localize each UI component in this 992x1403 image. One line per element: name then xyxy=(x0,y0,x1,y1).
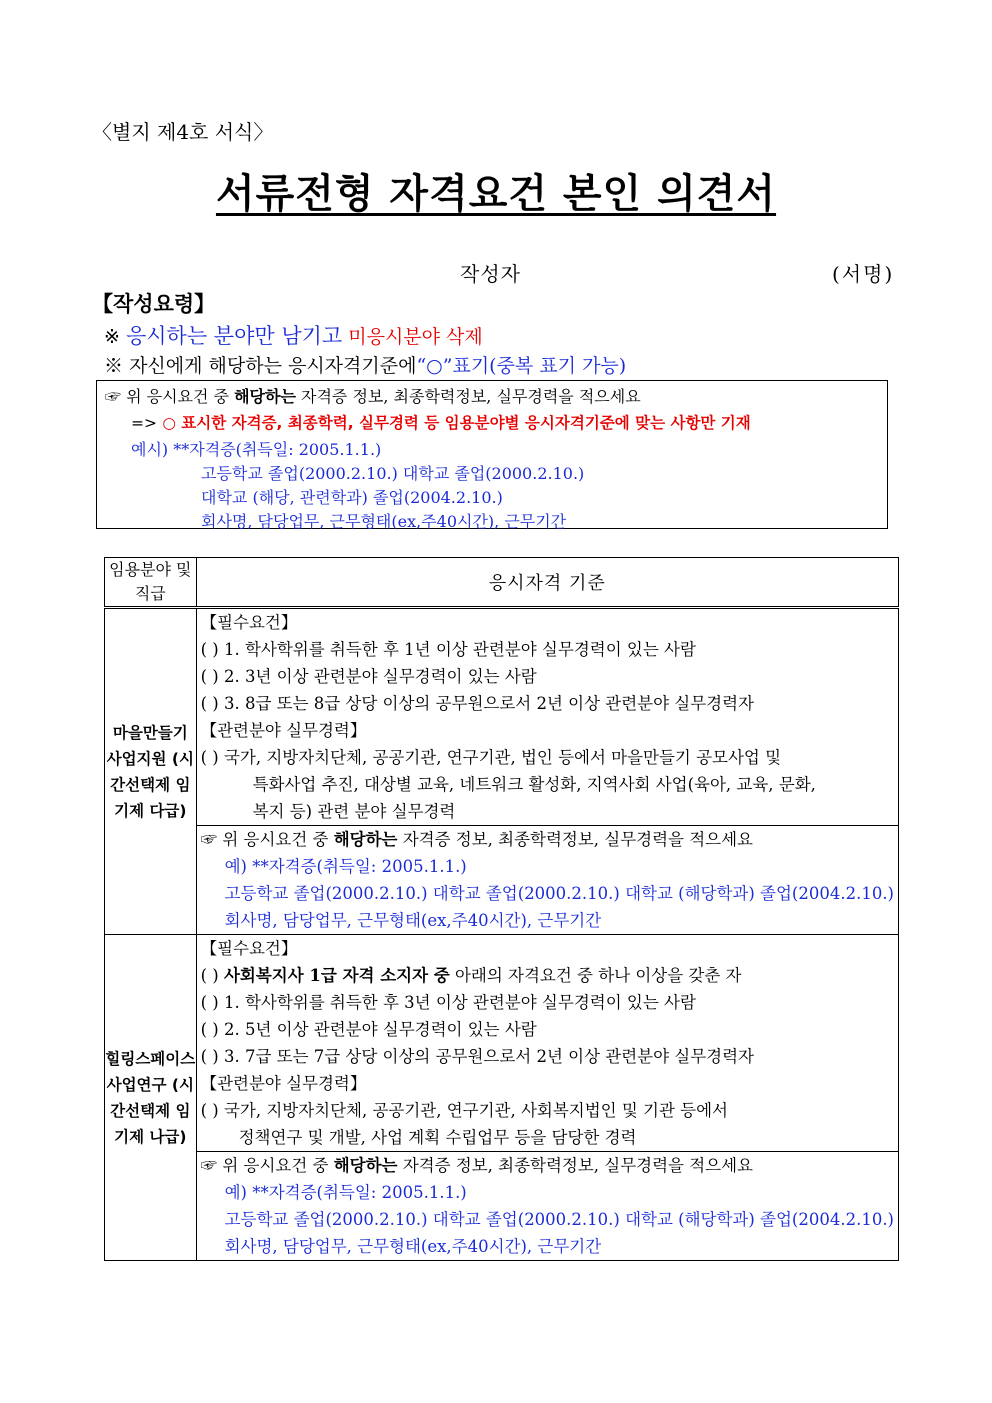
instruction-red: ○ 표시한 자격증, 최종학력, 실무경력 등 임용분야별 응시자격기준에 맞는 사항만 기재 xyxy=(162,414,751,432)
experience-item-cont: 정책연구 및 개발, 사업 계획 수립업무 등을 담당한 경력 xyxy=(238,1128,637,1147)
table-header-row xyxy=(105,558,899,608)
form-number: 〈별지 제4호 서식〉 xyxy=(92,120,274,144)
requirement-item: ( ) 1. 학사학위를 취득한 후 1년 이상 관련분야 실무경력이 있는 사람 xyxy=(200,640,696,659)
header-field: 임용분야 및 직급 xyxy=(105,558,197,608)
instruction-line-1 xyxy=(105,384,641,407)
instruction-bold: 해당하는 xyxy=(234,387,296,406)
example-education: 고등학교 졸업(2000.2.10.) 대학교 졸업(2000.2.10.) xyxy=(201,464,585,483)
requirement-item: ( ) 1. 학사학위를 취득한 후 3년 이상 관련분야 실무경력이 있는 사람 xyxy=(200,993,696,1012)
experience-item-cont: 특화사업 추진, 대상별 교육, 네트워크 활성화, 지역사회 사업(육아, 교육, 문화, xyxy=(252,775,816,794)
criteria-cell xyxy=(196,608,898,826)
example-line: 예시) **자격증(취득일: 2005.1.1.) xyxy=(131,440,382,459)
note-work: 회사명, 담당업무, 근무형태(ex,주40시간), 근무기간 xyxy=(224,911,602,930)
requirement-item xyxy=(201,962,894,989)
required-heading: 【필수요건】 xyxy=(200,613,298,632)
note-work: 회사명, 담당업무, 근무형태(ex,주40시간), 근무기간 xyxy=(224,1237,602,1256)
note-cell xyxy=(196,1152,898,1261)
requirement-check: ( ) xyxy=(200,966,219,985)
example-work: 회사명, 담당업무, 근무형태(ex,주40시간), 근무기간 xyxy=(201,512,567,531)
instruction-line-2 xyxy=(131,411,751,433)
note-cell xyxy=(196,826,898,935)
note-education: 고등학교 졸업(2000.2.10.) 대학교 졸업(2000.2.10.) 대학교 (해당학과) 졸업(2004.2.10.) xyxy=(224,884,894,903)
instruction-text: 자격증 정보, 최종학력정보, 실무경력을 적으세요 xyxy=(301,387,641,406)
criteria-table xyxy=(104,557,899,1261)
table-row xyxy=(105,608,899,826)
note-text: 자격증 정보, 최종학력정보, 실무경력을 적으세요 xyxy=(402,1156,753,1175)
guide-instruction-red: 미응시분야 삭제 xyxy=(348,326,483,348)
note-example: 예) **자격증(취득일: 2005.1.1.) xyxy=(224,1183,467,1202)
note-example: 예) **자격증(취득일: 2005.1.1.) xyxy=(224,857,467,876)
requirement-item: ( ) 3. 8급 또는 8급 상당 이상의 공무원으로서 2년 이상 관련분야 실무경력자 xyxy=(200,694,754,713)
requirement-item: ( ) 2. 3년 이상 관련분야 실무경력이 있는 사람 xyxy=(200,667,537,686)
required-heading: 【필수요건】 xyxy=(200,939,298,958)
signature-label: (서명) xyxy=(832,262,895,286)
guide-instruction-blue: 응시하는 분야만 남기고 xyxy=(125,324,343,348)
experience-item: ( ) 국가, 지방자치단체, 공공기관, 연구기관, 법인 등에서 마을만들기 공모사업 및 xyxy=(200,748,782,767)
guide-line-2 xyxy=(104,351,626,378)
requirement-text: 아래의 자격요건 중 하나 이상을 갖춘 자 xyxy=(454,966,742,985)
field-name: 힐링스페이스 사업연구 (시간선택제 임기제 나급) xyxy=(105,935,197,1261)
note-bold: 해당하는 xyxy=(333,1156,398,1175)
page-title: 서류전형 자격요건 본인 의견서 xyxy=(215,171,777,217)
table-row xyxy=(105,935,899,1152)
guide-instruction-mark: “○”표기(중복 표기 가능) xyxy=(416,355,627,377)
guide-heading: 【작성요령】 xyxy=(92,292,216,316)
requirement-bold: 사회복지사 1급 자격 소지자 중 xyxy=(223,966,450,985)
note-bold: 해당하는 xyxy=(333,830,398,849)
table-row xyxy=(105,826,899,935)
field-name: 마을만들기 사업지원 (시간선택제 임기제 다급) xyxy=(105,608,197,935)
note-line xyxy=(201,1152,894,1179)
experience-heading: 【관련분야 실무경력】 xyxy=(200,1074,367,1093)
note-text: 자격증 정보, 최종학력정보, 실무경력을 적으세요 xyxy=(402,830,753,849)
requirement-item: ( ) 2. 5년 이상 관련분야 실무경력이 있는 사람 xyxy=(200,1020,537,1039)
experience-heading: 【관련분야 실무경력】 xyxy=(200,721,367,740)
arrow-mark: => xyxy=(131,414,157,432)
writer-label: 작성자 xyxy=(460,262,521,286)
note-text: ☞ 위 응시요건 중 xyxy=(200,830,329,849)
header-criteria: 응시자격 기준 xyxy=(196,558,898,608)
note-education: 고등학교 졸업(2000.2.10.) 대학교 졸업(2000.2.10.) 대학교 (해당학과) 졸업(2004.2.10.) xyxy=(224,1210,894,1229)
note-mark: ※ xyxy=(104,326,120,348)
table-row xyxy=(105,1152,899,1261)
instruction-box xyxy=(96,380,888,529)
note-text: ☞ 위 응시요건 중 xyxy=(200,1156,329,1175)
note-mark: ※ xyxy=(104,355,124,377)
experience-item: ( ) 국가, 지방자치단체, 공공기관, 연구기관, 사회복지법인 및 기관 등에서 xyxy=(200,1101,728,1120)
instruction-text: ☞ 위 응시요건 중 xyxy=(105,387,229,406)
example-degree: 대학교 (해당, 관련학과) 졸업(2004.2.10.) xyxy=(201,488,503,507)
note-line xyxy=(201,826,894,853)
experience-item-cont: 복지 등) 관련 분야 실무경력 xyxy=(252,802,456,821)
guide-line-1 xyxy=(104,320,483,350)
guide-instruction-text: 자신에게 해당하는 응시자격기준에 xyxy=(129,355,417,377)
requirement-item: ( ) 3. 7급 또는 7급 상당 이상의 공무원으로서 2년 이상 관련분야 실무경력자 xyxy=(200,1047,754,1066)
criteria-cell xyxy=(196,935,898,1152)
